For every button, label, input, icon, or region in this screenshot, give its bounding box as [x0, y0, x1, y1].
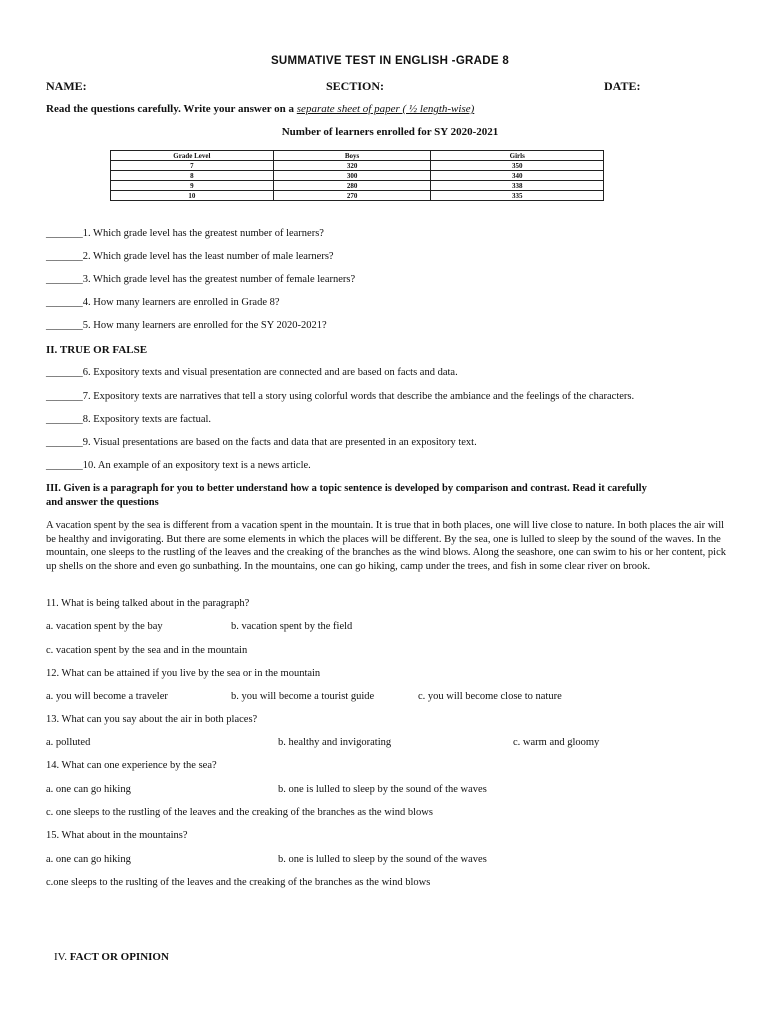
q11-option-c: c. vacation spent by the sea and in the mountain: [46, 645, 248, 656]
q15-option-a: a. one can go hiking: [46, 854, 131, 865]
table-row: [111, 191, 604, 201]
table-cell: 8: [111, 171, 274, 181]
table-cell: 335: [431, 191, 604, 201]
q15-option-b: b. one is lulled to sleep by the sound of the waves: [278, 854, 487, 865]
q14-option-c: c. one sleeps to the rustling of the leaves and the creaking of the branches as the wind blows: [46, 807, 433, 818]
instructions-underlined: separate sheet of paper ( ½ length-wise): [296, 103, 475, 115]
question-13: 13. What can you say about the air in both places?: [46, 714, 258, 725]
q13-option-b: b. healthy and invigorating: [278, 737, 392, 748]
section-heading-true-false: II. TRUE OR FALSE: [46, 344, 148, 356]
table-cell: 280: [273, 181, 431, 191]
table-row: [111, 171, 604, 181]
q13-option-a: a. polluted: [46, 737, 91, 748]
q14-option-a: a. one can go hiking: [46, 784, 131, 795]
table-cell: 350: [431, 161, 604, 171]
section-numeral: IV.: [54, 951, 70, 963]
date-label: DATE:: [604, 79, 641, 93]
table-cell: 7: [111, 161, 274, 171]
section-label: SECTION:: [326, 79, 385, 93]
question-2: _______2. Which grade level has the least number of male learners?: [46, 251, 334, 262]
question-7: _______7. Expository texts are narratives that tell a story using colorful words that describe the ambiance and the feelings of the characters.: [46, 391, 635, 402]
q12-option-c: c. you will become close to nature: [418, 691, 562, 702]
table-cell: 300: [273, 171, 431, 181]
question-3: _______3. Which grade level has the greatest number of female learners?: [46, 274, 356, 285]
section-title: FACT OR OPINION: [69, 951, 169, 963]
question-11: 11. What is being talked about in the paragraph?: [46, 598, 250, 609]
section-heading-comparison-line1: III. Given is a paragraph for you to better understand how a topic sentence is developed by comparison and contrast. Read it carefully: [46, 483, 647, 494]
name-label: NAME:: [46, 79, 87, 93]
question-6: _______6. Expository texts and visual presentation are connected and are based on facts and data.: [46, 367, 458, 378]
question-9: _______9. Visual presentations are based on the facts and data that are presented in an expository text.: [46, 437, 477, 448]
table-row: [111, 161, 604, 171]
table-cell: 338: [431, 181, 604, 191]
table-cell: 340: [431, 171, 604, 181]
col-header-boys: Boys: [273, 151, 431, 161]
q13-option-c: c. warm and gloomy: [513, 737, 600, 748]
table-header-row: [111, 151, 604, 161]
table-caption: Number of learners enrolled for SY 2020-2021: [281, 126, 499, 138]
instructions-text: Read the questions carefully. Write your answer on a: [46, 103, 297, 115]
col-header-girls: Girls: [431, 151, 604, 161]
q11-option-b: b. vacation spent by the field: [231, 621, 353, 632]
q12-option-a: a. you will become a traveler: [46, 691, 168, 702]
table-row: [111, 181, 604, 191]
question-15: 15. What about in the mountains?: [46, 830, 188, 841]
col-header-grade: Grade Level: [111, 151, 274, 161]
enrollment-table: [110, 150, 604, 201]
section-heading-comparison-line2: and answer the questions: [46, 497, 159, 508]
question-8: _______8. Expository texts are factual.: [46, 414, 212, 425]
table-cell: 270: [273, 191, 431, 201]
q15-option-c: c.one sleeps to the ruslting of the leaves and the creaking of the branches as the wind blows: [46, 877, 431, 888]
reading-paragraph: A vacation spent by the sea is different from a vacation spent in the mountain. It is true that in both places, one will live close to nature. In both places the air will be healthy and invigorating. But there are some elements in which the places will be different. By the sea, one is lulled to sleep by the sound of the waves. In the mountain, one sleeps to the rustling of the leaves and the creaking of the branches as the wind blows. Along the seashore, one can swim to his or her content, pick up shells on the shore and even go sunbathing. In the mountains, one can go hiking, camp under the trees, and fish in some clear river on brook.: [46, 520, 726, 572]
table-cell: 320: [273, 161, 431, 171]
question-5: _______5. How many learners are enrolled for the SY 2020-2021?: [46, 320, 327, 331]
question-10: _______10. An example of an expository text is a news article.: [46, 460, 311, 471]
test-title: SUMMATIVE TEST IN ENGLISH -GRADE 8: [270, 55, 510, 67]
question-12: 12. What can be attained if you live by the sea or in the mountain: [46, 668, 321, 679]
q12-option-b: b. you will become a tourist guide: [231, 691, 375, 702]
table-cell: 9: [111, 181, 274, 191]
question-1: _______1. Which grade level has the greatest number of learners?: [46, 228, 324, 239]
section-heading-fact-opinion: [54, 951, 169, 963]
table-cell: 10: [111, 191, 274, 201]
q11-option-a: a. vacation spent by the bay: [46, 621, 163, 632]
q14-option-b: b. one is lulled to sleep by the sound of the waves: [278, 784, 487, 795]
question-4: _______4. How many learners are enrolled in Grade 8?: [46, 297, 280, 308]
question-14: 14. What can one experience by the sea?: [46, 760, 217, 771]
instructions: [46, 103, 474, 115]
